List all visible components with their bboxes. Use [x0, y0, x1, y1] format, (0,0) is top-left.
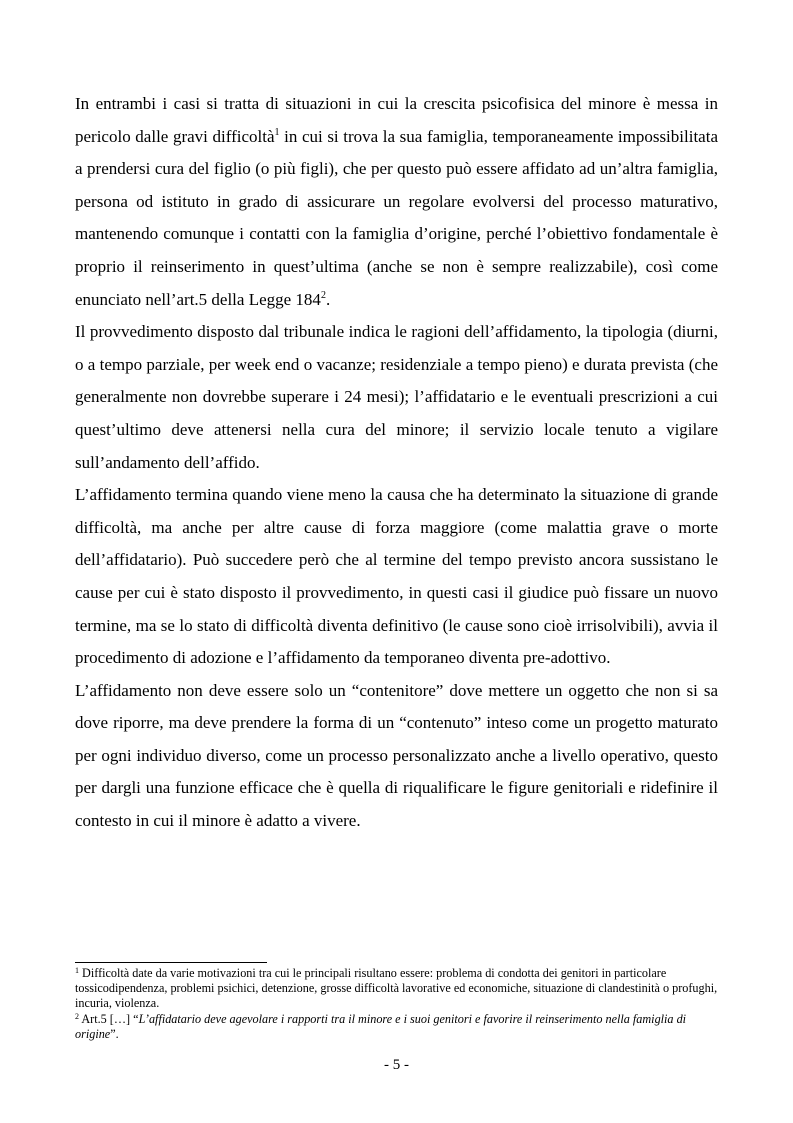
footnote-2 — [75, 1012, 718, 1042]
paragraph-4: L’affidamento non deve essere solo un “contenitore” dove mettere un oggetto che non si sa dove riporre, ma deve prendere la forma di un “contenuto” inteso come un progetto maturato per ogni individuo diverso, come un processo personalizzato anche a livello operativo, questo per dargli una funzione efficace che è quella di riqualificare le figure genitoriali e ridefinire il contesto in cui il minore è adatto a vivere. — [75, 680, 718, 831]
paragraph-3: L’affidamento termina quando viene meno la causa che ha determinato la situazione di grande difficoltà, ma anche per altre cause di forza maggiore (come malattia grave o morte dell’affidatario). Può succedere però che al termine del tempo previsto ancora sussistano le cause per cui è stato disposto il provvedimento, in questi casi il giudice può fissare un nuovo termine, ma se lo stato di difficoltà diventa definitivo (le cause sono cioè irrisolvibili), avvia il procedimento di adozione e l’affidamento da temporaneo diventa pre-adottivo. — [75, 485, 718, 668]
footnote-2-quote: L’affidatario deve agevolare i rapporti tra il minore e i suoi genitori e favorire il reinserimento nella famiglia di origine — [75, 1011, 687, 1041]
footnote-separator — [75, 962, 267, 963]
paragraph-2: Il provvedimento disposto dal tribunale indica le ragioni dell’affidamento, la tipologia (diurni, o a tempo parziale, per week end o vacanze; residenziale a tempo pieno) e durata prevista (che generalmente non dovrebbe superare i 24 mesi); l’affidatario e le eventuali prescrizioni a cui quest’ultimo deve attenersi nella cura del minore; il servizio locale tenuto a vigilare sull’andamento dell’affido. — [75, 322, 718, 472]
footnote-reference-1[interactable]: 1 — [274, 126, 280, 138]
footnote-1-text: Difficoltà date da varie motivazioni tra cui le principali risultano essere: problema di condotta dei genitori in particolare tossicodipendenza, problemi psichici, detenzione, grosse difficoltà lavorative ed economiche, situazione di clandestinità o profughi, incuria, violenza. — [75, 966, 718, 1011]
paragraph-1-text-a: In entrambi i casi si tratta di situazioni in cui la crescita psicofisica del minore è messa in pericolo dalle gravi difficoltà — [75, 94, 718, 146]
footnotes — [75, 966, 718, 1042]
footnote-reference-2[interactable]: 2 — [320, 289, 326, 301]
body-text — [75, 88, 718, 838]
paragraph-1 — [75, 88, 718, 316]
paragraph-1-text-c: . — [325, 289, 331, 309]
page-number: - 5 - — [384, 1057, 409, 1073]
footnote-2-lead: Art.5 […] “ — [79, 1011, 139, 1026]
footnote-2-tail: ”. — [110, 1026, 119, 1041]
footnote-1-mark: 1 — [75, 966, 79, 975]
footnote-1 — [75, 966, 718, 1012]
paragraph-1-text-b: in cui si trova la sua famiglia, temporaneamente impossibilitata a prendersi cura del figlio (o più figli), che per questo può essere affidato ad un’altra famiglia, persona od istituto in grado di assicurare un regolare evolversi del processo maturativo, mantenendo comunque i contatti con la famiglia d’origine, perché l’obiettivo fondamentale è proprio il reinserimento in quest’ultima (anche se non è sempre realizzabile), così come enunciato nell’art.5 della Legge 184 — [75, 126, 718, 309]
footnote-2-mark: 2 — [75, 1011, 79, 1021]
